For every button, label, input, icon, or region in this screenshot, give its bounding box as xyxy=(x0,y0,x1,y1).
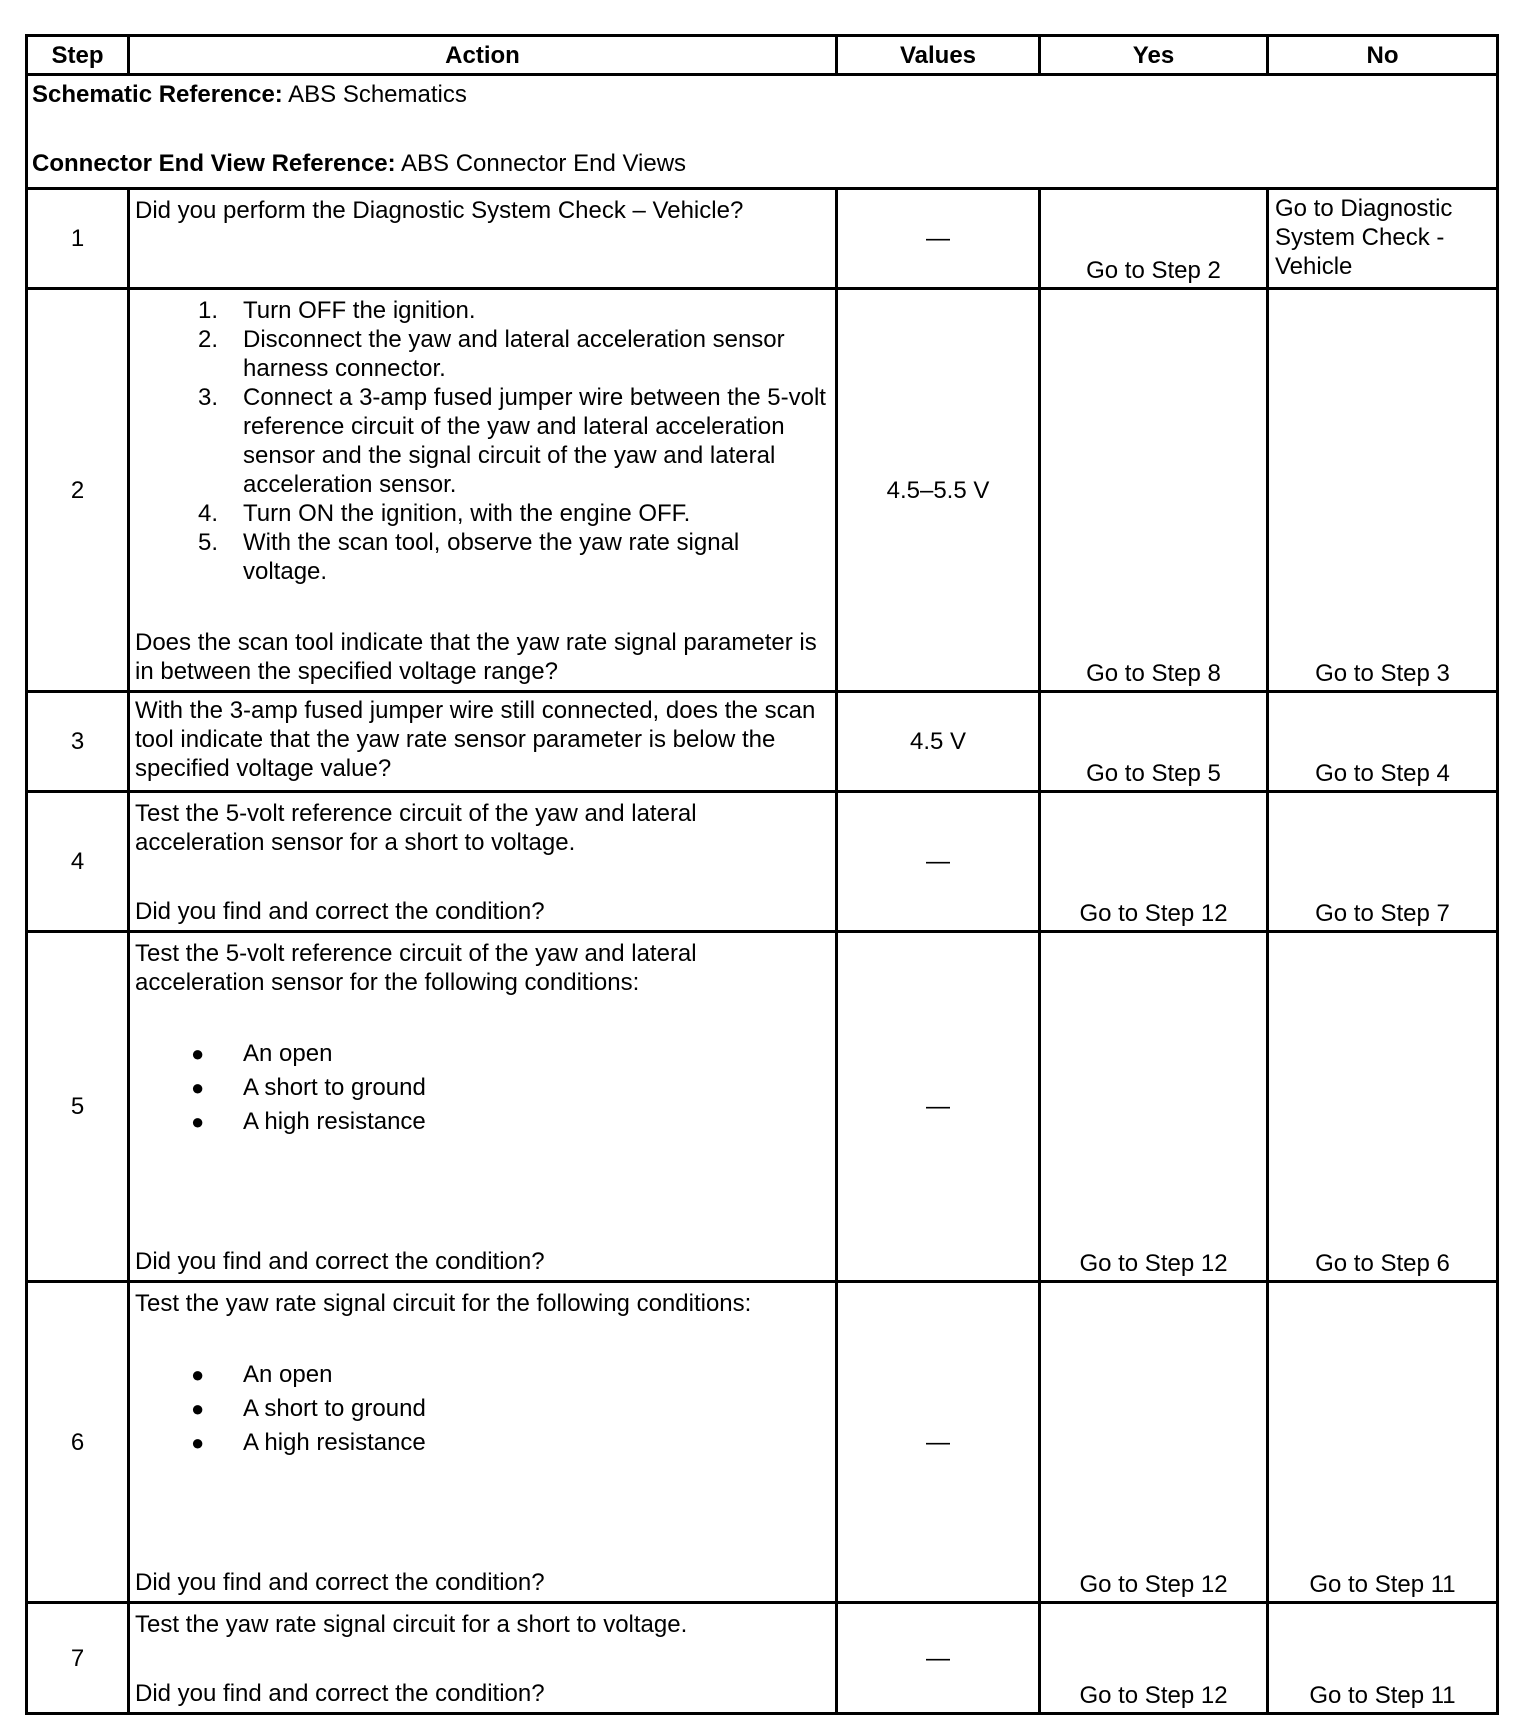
no-cell[interactable]: Go to Step 4 xyxy=(1268,692,1498,792)
list-item: ● A high resistance xyxy=(191,1108,426,1135)
header-step: Step xyxy=(27,36,129,75)
list-item: 4. Turn ON the ignition, with the engine OFF. xyxy=(197,500,691,527)
table-row-step-2 xyxy=(27,289,1498,692)
list-item: 2. Disconnect the yaw and lateral acceleration sensor harness connector. xyxy=(197,326,785,382)
action-cell xyxy=(129,189,837,289)
reference-cell xyxy=(27,75,1498,189)
yes-cell[interactable]: Go to Step 12 xyxy=(1040,1282,1268,1603)
action-cell xyxy=(129,289,837,692)
step-number: 4 xyxy=(27,792,129,932)
table-row-step-1 xyxy=(27,189,1498,289)
value-cell: 4.5–5.5 V xyxy=(837,289,1040,692)
list-item: ● A high resistance xyxy=(191,1429,426,1456)
step-number: 3 xyxy=(27,692,129,792)
action-question: Did you find and correct the condition? xyxy=(135,1569,545,1596)
list-item: ● An open xyxy=(191,1361,333,1388)
condition-list xyxy=(135,1358,829,1460)
yes-cell[interactable]: Go to Step 5 xyxy=(1040,692,1268,792)
yes-cell[interactable]: Go to Step 2 xyxy=(1040,189,1268,289)
diagnostic-table xyxy=(25,34,1499,1715)
value-cell: — xyxy=(837,1603,1040,1714)
step-number: 6 xyxy=(27,1282,129,1603)
header-yes: Yes xyxy=(1040,36,1268,75)
no-cell[interactable]: Go to Step 6 xyxy=(1268,932,1498,1282)
action-question: Did you find and correct the condition? xyxy=(135,898,545,925)
list-item: 3. Connect a 3-amp fused jumper wire between the 5-volt reference circuit of the yaw and lateral acceleration sensor and the signal circuit of the yaw and lateral acceleration sensor. xyxy=(197,384,826,498)
step-number: 2 xyxy=(27,289,129,692)
value-cell: — xyxy=(837,932,1040,1282)
table-row-step-3 xyxy=(27,692,1498,792)
value-cell: — xyxy=(837,1282,1040,1603)
step-number: 7 xyxy=(27,1603,129,1714)
list-item: ● A short to ground xyxy=(191,1074,426,1101)
action-question: Did you perform the Diagnostic System Check – Vehicle? xyxy=(135,197,744,224)
action-cell xyxy=(129,1603,837,1714)
action-instruction: Test the 5-volt reference circuit of the yaw and lateral acceleration sensor for the following conditions: xyxy=(135,940,697,996)
action-question: With the 3-amp fused jumper wire still connected, does the scan tool indicate that the yaw rate sensor parameter is below the specified voltage value? xyxy=(135,697,816,782)
procedure-list xyxy=(135,296,829,586)
yes-cell[interactable]: Go to Step 12 xyxy=(1040,932,1268,1282)
action-cell xyxy=(129,692,837,792)
value-cell: — xyxy=(837,189,1040,289)
header-no: No xyxy=(1268,36,1498,75)
no-cell[interactable]: Go to Step 11 xyxy=(1268,1603,1498,1714)
list-item: 5. With the scan tool, observe the yaw rate signal voltage. xyxy=(197,529,740,585)
table-row-step-6 xyxy=(27,1282,1498,1603)
action-instruction: Test the yaw rate signal circuit for the following conditions: xyxy=(135,1290,752,1317)
connector-reference-label: Connector End View Reference: xyxy=(32,150,396,177)
condition-list xyxy=(135,1037,829,1139)
no-cell[interactable]: Go to Step 7 xyxy=(1268,792,1498,932)
action-cell xyxy=(129,1282,837,1603)
table-row-step-7 xyxy=(27,1603,1498,1714)
value-cell: — xyxy=(837,792,1040,932)
connector-reference xyxy=(32,149,1492,178)
list-item: ● A short to ground xyxy=(191,1395,426,1422)
list-item: ● An open xyxy=(191,1040,333,1067)
no-cell[interactable]: Go to Step 3 xyxy=(1268,289,1498,692)
action-instruction: Test the yaw rate signal circuit for a short to voltage. xyxy=(135,1611,688,1638)
header-row xyxy=(27,36,1498,75)
yes-cell[interactable]: Go to Step 12 xyxy=(1040,792,1268,932)
header-values: Values xyxy=(837,36,1040,75)
step-number: 1 xyxy=(27,189,129,289)
table-row-step-4 xyxy=(27,792,1498,932)
schematic-reference xyxy=(32,80,1492,109)
action-instruction: Test the 5-volt reference circuit of the yaw and lateral acceleration sensor for a short to voltage. xyxy=(135,800,697,856)
action-cell xyxy=(129,792,837,932)
reference-row xyxy=(27,75,1498,189)
value-cell: 4.5 V xyxy=(837,692,1040,792)
action-question: Did you find and correct the condition? xyxy=(135,1680,545,1707)
table-row-step-5 xyxy=(27,932,1498,1282)
header-action: Action xyxy=(129,36,837,75)
schematic-reference-label: Schematic Reference: xyxy=(32,81,283,108)
list-item: 1. Turn OFF the ignition. xyxy=(197,297,476,324)
no-cell[interactable]: Go to Step 11 xyxy=(1268,1282,1498,1603)
step-number: 5 xyxy=(27,932,129,1282)
action-cell xyxy=(129,932,837,1282)
connector-reference-link[interactable]: ABS Connector End Views xyxy=(395,150,687,177)
yes-cell[interactable]: Go to Step 12 xyxy=(1040,1603,1268,1714)
action-question: Did you find and correct the condition? xyxy=(135,1248,545,1275)
no-cell[interactable]: Go to Diagnostic System Check - Vehicle xyxy=(1268,189,1498,289)
action-question: Does the scan tool indicate that the yaw rate signal parameter is in between the specified voltage range? xyxy=(135,629,817,685)
schematic-reference-link[interactable]: ABS Schematics xyxy=(282,81,467,108)
yes-cell[interactable]: Go to Step 8 xyxy=(1040,289,1268,692)
